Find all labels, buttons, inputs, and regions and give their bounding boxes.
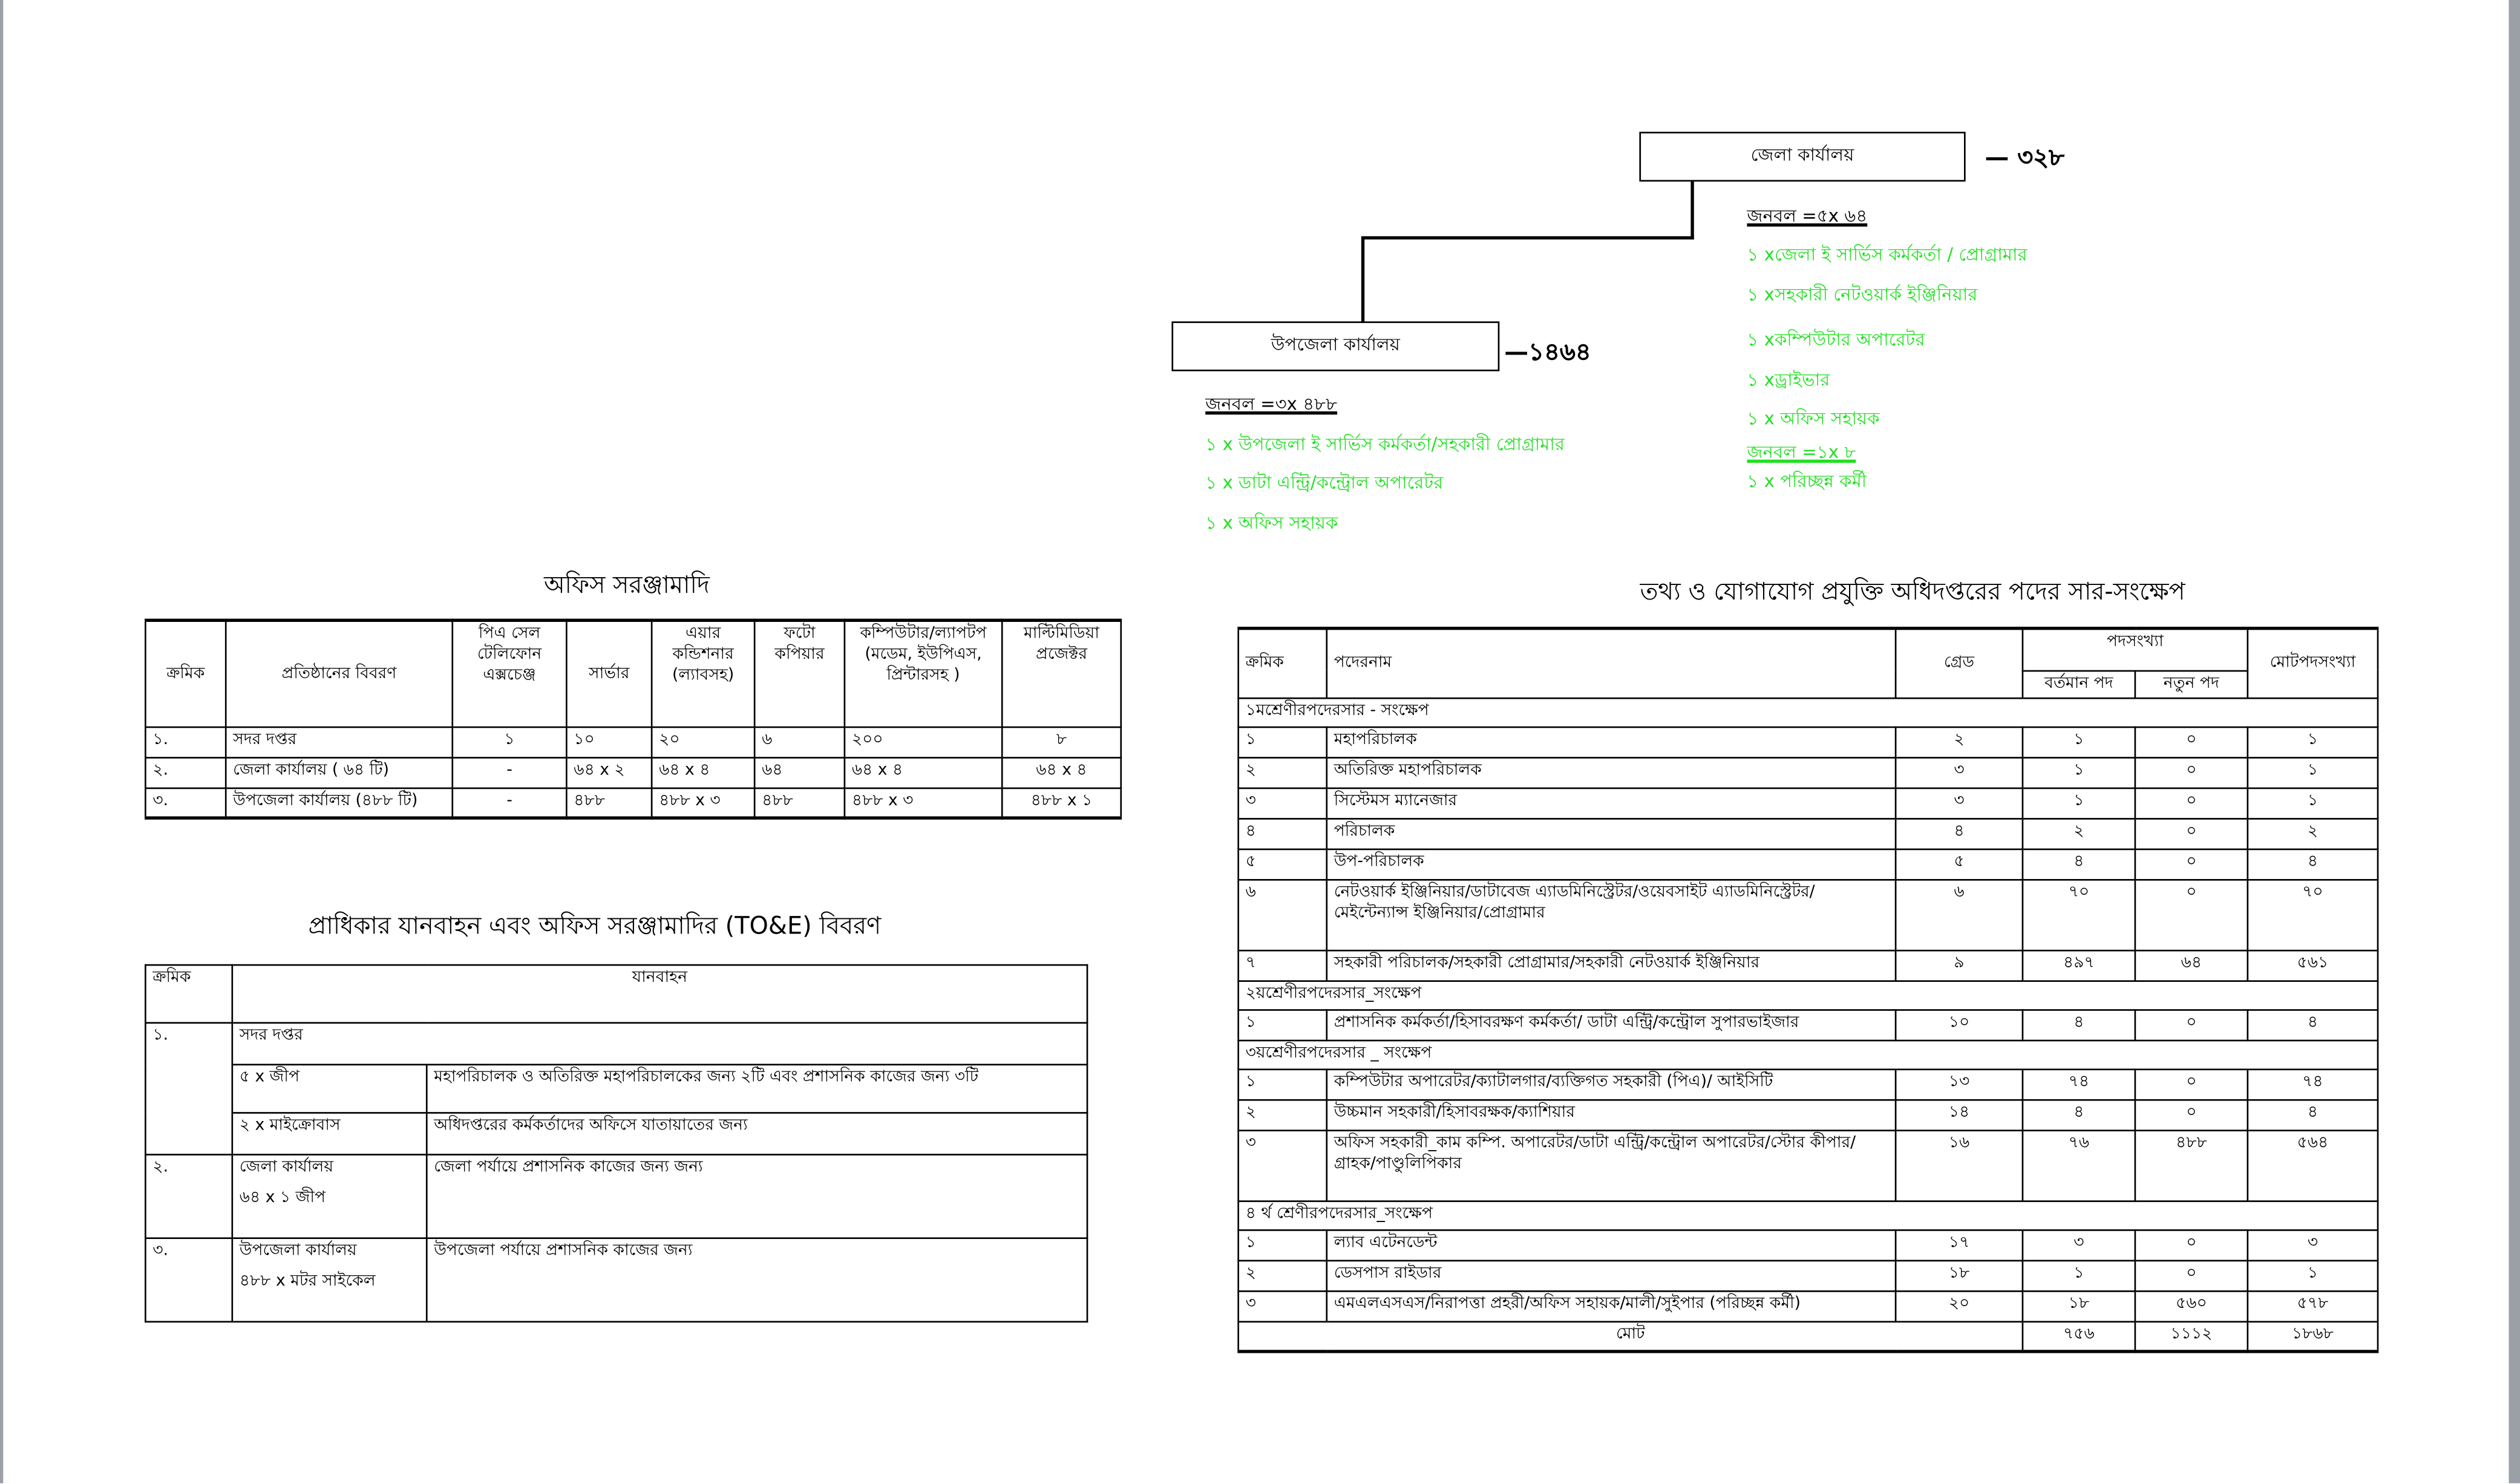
table-cell: ৯ [1896,950,2023,980]
table-cell: ১ [2248,788,2378,818]
col-header: ক্রমিক [145,620,226,726]
table-cell: ৩ [2248,1229,2378,1260]
table-cell: নেটওয়ার্ক ইঞ্জিনিয়ার/ডাটাবেজ এ্যাডমিনিস্ট্রেটর/ওয়েবসাইট এ্যাডমিনিস্ট্রেটর/মেইন্টেন্যান্স ইঞ্জিনিয়ার/প্রোগ্রামার [1327,879,1896,950]
col-header: ক্রমিক [1239,629,1327,698]
upazila-post: ১ x উপজেলা ই সার্ভিস কর্মকর্তা/সহকারী প্রোগ্রামার [1205,434,1565,455]
table-cell: ১ [1239,1229,1327,1260]
col-header: মাল্টিমিডিয়া প্রজেক্টর [1002,620,1121,726]
table-cell: এমএলএসএস/নিরাপত্তা প্রহরী/অফিস সহায়ক/মালী/সুইপার (পরিচ্ছন্ন কর্মী) [1327,1290,1896,1321]
table-cell: ৪ [2248,849,2378,879]
table-cell: ৫ [1896,849,2023,879]
total-all: ১৮৬৮ [2248,1321,2378,1351]
table-row [1239,1068,2378,1099]
table-row [145,757,1121,787]
table-cell: ৬৪ x ২ [566,757,652,787]
posts-title: তথ্য ও যোগাযোগ প্রযুক্তি অধিদপ্তরের পদের সার-সংক্ষেপ [1640,577,2185,606]
upazila-manpower: জনবল =৩x ৪৮৮ [1205,393,1338,415]
table-cell: পরিচালক [1327,818,1896,848]
table-cell: ৭৬ [2023,1129,2135,1200]
office-cell: সদর দপ্তর [232,1023,1087,1065]
table-cell: ১ [2248,727,2378,757]
table-cell: ০ [2135,757,2248,787]
table-cell: ৩ [1239,1290,1327,1321]
total-label: মোট [1239,1321,2023,1351]
office-cell [232,1238,427,1322]
table-cell: ৪৮৮ x ৩ [652,788,754,818]
district-count: — ৩২৮ [1985,143,2064,172]
table-cell: ২ [1239,1260,1327,1290]
district-manpower: জনবল =৫x ৬৪ [1747,206,1868,227]
office-name: উপজেলা কার্যালয় [239,1242,357,1260]
table-row [145,1023,1087,1065]
section-row [1239,698,2378,727]
table-cell: ২ [1239,757,1327,787]
connector-line [1361,236,1694,238]
district-manpower-2: জনবল =১x ৮ [1747,442,1856,463]
col-header: মোটপদসংখ্যা [2248,629,2378,698]
table-cell: সহকারী পরিচালক/সহকারী প্রোগ্রামার/সহকারী নেটওয়ার্ক ইঞ্জিনিয়ার [1327,950,1896,980]
table-cell: উচ্চমান সহকারী/হিসাবরক্ষক/ক্যাশিয়ার [1327,1099,1896,1129]
section-row [1239,1040,2378,1069]
table-cell: ০ [2135,1009,2248,1039]
table-cell: ০ [2135,1229,2248,1260]
district-post: ১ xজেলা ই সার্ভিস কর্মকর্তা / প্রোগ্রামার [1747,244,2027,266]
table-cell: ১ [2248,1260,2378,1290]
table-cell: ১ [2023,1260,2135,1290]
toe-table [145,964,1088,1322]
total-row [1239,1321,2378,1351]
table-cell: ৪৮৮ [2135,1129,2248,1200]
table-row [1239,950,2378,980]
table-row [1239,1229,2378,1260]
table-cell: ৩ [1239,788,1327,818]
connector-line [1361,236,1364,322]
table-cell: সদর দপ্তর [226,727,453,757]
table-cell: ১ [2023,757,2135,787]
table-row [1239,1099,2378,1129]
table-cell: ৮ [1002,727,1121,757]
page-edge-left [0,0,3,1483]
table-cell: ২০ [1896,1290,2023,1321]
table-cell: উপ-পরিচালক [1327,849,1896,879]
table-cell: ৭০ [2248,879,2378,950]
col-header: গ্রেড [1896,629,2023,698]
section-label: ৪ র্থ শ্রেণীরপদেরসার_সংক্ষেপ [1239,1200,2378,1229]
col-header: নতুন পদ [2135,670,2248,698]
table-row [1239,818,2378,848]
office-cell [232,1155,427,1238]
posts-table [1237,627,2378,1353]
table-cell: ৫ [1239,849,1327,879]
toe-title: প্রাধিকার যানবাহন এবং অফিস সরঞ্জামাদির (TO&E) বিবরণ [308,911,882,940]
table-cell: ৬৪ x ৪ [652,757,754,787]
section-label: ৩য়শ্রেণীরপদেরসার _ সংক্ষেপ [1239,1040,2378,1069]
table-cell: ৪৮৮ x ৩ [845,788,1002,818]
table-header-row [1239,629,2378,670]
table-cell: ১৭ [1896,1229,2023,1260]
upazila-count: —১৪৬৪ [1504,337,1591,367]
table-cell: ৭৪ [2023,1068,2135,1099]
upazila-post: ১ x ডাটা এন্ট্রি/কন্ট্রোল অপারেটর [1205,472,1444,494]
table-row [145,1238,1087,1322]
table-cell: ৫৬১ [2248,950,2378,980]
table-cell: ৭০ [2023,879,2135,950]
table-cell: ১৩ [1896,1068,2023,1099]
table-cell: - [453,757,567,787]
table-cell: ১ [1239,1009,1327,1039]
connector-line [1690,181,1693,240]
office-name: জেলা কার্যালয় [239,1159,334,1177]
section-row [1239,1200,2378,1229]
col-header: প্রতিষ্ঠানের বিবরণ [226,620,453,726]
table-cell: ৪ [1896,818,2023,848]
table-cell: ৪ [2248,1009,2378,1039]
table-cell: ১ [2023,727,2135,757]
table-cell: ২ [1896,727,2023,757]
table-cell: মহাপরিচালক [1327,727,1896,757]
table-row [145,788,1121,818]
section-label: ২য়শ্রেণীরপদেরসার_সংক্ষেপ [1239,980,2378,1009]
table-cell: অতিরিক্ত মহাপরিচালক [1327,757,1896,787]
table-cell: ৪৯৭ [2023,950,2135,980]
table-cell: ২০ [652,727,754,757]
table-cell: - [453,788,567,818]
col-header: পদেরনাম [1327,629,1896,698]
table-row [1239,849,2378,879]
table-cell: ৩ [2023,1229,2135,1260]
table-cell: ৬৪ [2135,950,2248,980]
col-header: এয়ার কন্ডিশনার (ল্যাবসহ) [652,620,754,726]
table-cell: ৪ [1239,818,1327,848]
table-row [1239,1260,2378,1290]
table-cell: ২. [145,757,226,787]
table-cell: জেলা কার্যালয় ( ৬৪ টি) [226,757,453,787]
district-post: ১ xসহকারী নেটওয়ার্ক ইঞ্জিনিয়ার [1747,284,1978,306]
table-row [145,1065,1087,1113]
table-cell: ৩ [1896,788,2023,818]
vehicle-cell: ২ x মাইক্রোবাস [232,1113,427,1154]
table-cell: ০ [2135,818,2248,848]
table-cell: ০ [2135,727,2248,757]
table-cell: ৫৬০ [2135,1290,2248,1321]
table-cell: ০ [2135,849,2248,879]
table-header-row [145,620,1121,726]
table-row [1239,757,2378,787]
table-cell: ৩ [1239,1129,1327,1200]
table-cell: ৭ [1239,950,1327,980]
upazila-post: ১ x অফিস সহায়ক [1205,512,1338,534]
table-cell: ০ [2135,788,2248,818]
purpose-cell: মহাপরিচালক ও অতিরিক্ত মহাপরিচালকের জন্য ২টি এবং প্রশাসনিক কাজের জন্য ৩টি [427,1065,1087,1113]
table-cell: ৩ [1896,757,2023,787]
col-header: ফটো কপিয়ার [754,620,845,726]
table-cell: ৬ [754,727,845,757]
equipment-table [145,619,1122,820]
table-cell: ১ [2023,788,2135,818]
table-cell: ৫৭৮ [2248,1290,2378,1321]
table-cell: কম্পিউটার অপারেটর/ক্যাটালগার/ব্যক্তিগত সহকারী (পিএ)/ আইসিটি [1327,1068,1896,1099]
purpose-cell: অধিদপ্তরের কর্মকর্তাদের অফিসে যাতায়াতের জন্য [427,1113,1087,1154]
table-cell: সিস্টেমস ম্যানেজার [1327,788,1896,818]
section-label: ১মশ্রেণীরপদেরসার - সংক্ষেপ [1239,698,2378,727]
table-cell: ১ [453,727,567,757]
table-row [1239,1290,2378,1321]
table-cell: ৬ [1239,879,1327,950]
table-cell: ৪৮৮ x ১ [1002,788,1121,818]
section-row [1239,980,2378,1009]
table-cell: ২ [2023,818,2135,848]
table-cell: অফিস সহকারী_কাম কম্পি. অপারেটর/ডাটা এন্ট্রি/কন্ট্রোল অপারেটর/স্টোর কীপার/গ্রাহক/পাণ্ডুলিপিকার [1327,1129,1896,1200]
table-cell: ২০০ [845,727,1002,757]
table-row [145,1113,1087,1154]
table-cell: ১ [2248,757,2378,787]
purpose-cell: উপজেলা পর্যায়ে প্রশাসনিক কাজের জন্য [427,1238,1087,1322]
table-row [1239,879,2378,950]
table-cell: ১. [145,727,226,757]
upazila-office-box: উপজেলা কার্যালয় [1171,321,1499,371]
table-cell: ৪৮৮ [754,788,845,818]
table-cell: ৪ [2023,849,2135,879]
table-cell: ০ [2135,1068,2248,1099]
col-header: ক্রমিক [145,965,232,1023]
table-cell: ৪ [2023,1009,2135,1039]
table-row [145,727,1121,757]
table-cell: ৪ [2248,1099,2378,1129]
table-cell: উপজেলা কার্যালয় (৪৮৮ টি) [226,788,453,818]
table-cell: ৬৪ x ৪ [1002,757,1121,787]
table-cell: ৬ [1896,879,2023,950]
table-cell: ৫৬৪ [2248,1129,2378,1200]
table-row [1239,1009,2378,1039]
col-header: সার্ভার [566,620,652,726]
total-new: ১১১২ [2135,1321,2248,1351]
page-edge-right [2509,0,2520,1483]
table-cell: ০ [2135,879,2248,950]
purpose-cell: জেলা পর্যায়ে প্রশাসনিক কাজের জন্য জন্য [427,1155,1087,1238]
district-post: ১ x পরিচ্ছন্ন কর্মী [1747,471,1867,492]
table-row [1239,727,2378,757]
table-cell: ৬৪ [754,757,845,787]
district-office-box: জেলা কার্যালয় [1639,132,1965,181]
table-cell: ৩. [145,788,226,818]
table-cell: ১০ [566,727,652,757]
table-row [1239,1129,2378,1200]
table-cell: প্রশাসনিক কর্মকর্তা/হিসাবরক্ষণ কর্মকর্তা/ ডাটা এন্ট্রি/কন্ট্রোল সুপারভাইজার [1327,1009,1896,1039]
table-cell: ৪৮৮ [566,788,652,818]
table-cell: ০ [2135,1099,2248,1129]
table-cell: ল্যাব এটেনডেন্ট [1327,1229,1896,1260]
serial-cell: ১. [145,1023,232,1155]
table-cell: ১৮ [2023,1290,2135,1321]
table-cell: ২ [1239,1099,1327,1129]
table-cell: ৬৪ x ৪ [845,757,1002,787]
table-row [145,1155,1087,1238]
district-post: ১ xড্রাইভার [1747,369,1830,391]
table-cell: ১ [1239,1068,1327,1099]
table-cell: ২ [2248,818,2378,848]
equipment-title: অফিস সরঞ্জামাদি [544,570,710,600]
table-cell: ১৮ [1896,1260,2023,1290]
col-header: যানবাহন [232,965,1087,1023]
table-row [1239,788,2378,818]
total-existing: ৭৫৬ [2023,1321,2135,1351]
district-post: ১ xকম্পিউটার অপারেটর [1747,329,1925,351]
col-header: পিএ সেল টেলিফোন এক্সচেঞ্জ [453,620,567,726]
district-post: ১ x অফিস সহায়ক [1747,408,1880,430]
table-cell: ৪ [2023,1099,2135,1129]
vehicle-count: ৪৮৮ x মটর সাইকেল [239,1272,376,1291]
table-cell: ১০ [1896,1009,2023,1039]
serial-cell: ২. [145,1155,232,1238]
vehicle-cell: ৫ x জীপ [232,1065,427,1113]
table-cell: ১৪ [1896,1099,2023,1129]
col-header: বর্তমান পদ [2023,670,2135,698]
table-cell: ১৬ [1896,1129,2023,1200]
table-cell: ৭৪ [2248,1068,2378,1099]
serial-cell: ৩. [145,1238,232,1322]
table-cell: ডেসপাস রাইডার [1327,1260,1896,1290]
table-cell: ০ [2135,1260,2248,1290]
table-cell: ১ [1239,727,1327,757]
vehicle-count: ৬৪ x ১ জীপ [239,1189,326,1207]
col-header: কম্পিউটার/ল্যাপটপ (মডেম, ইউপিএস, প্রিন্টারসহ ) [845,620,1002,726]
col-header: পদসংখ্যা [2023,629,2248,670]
